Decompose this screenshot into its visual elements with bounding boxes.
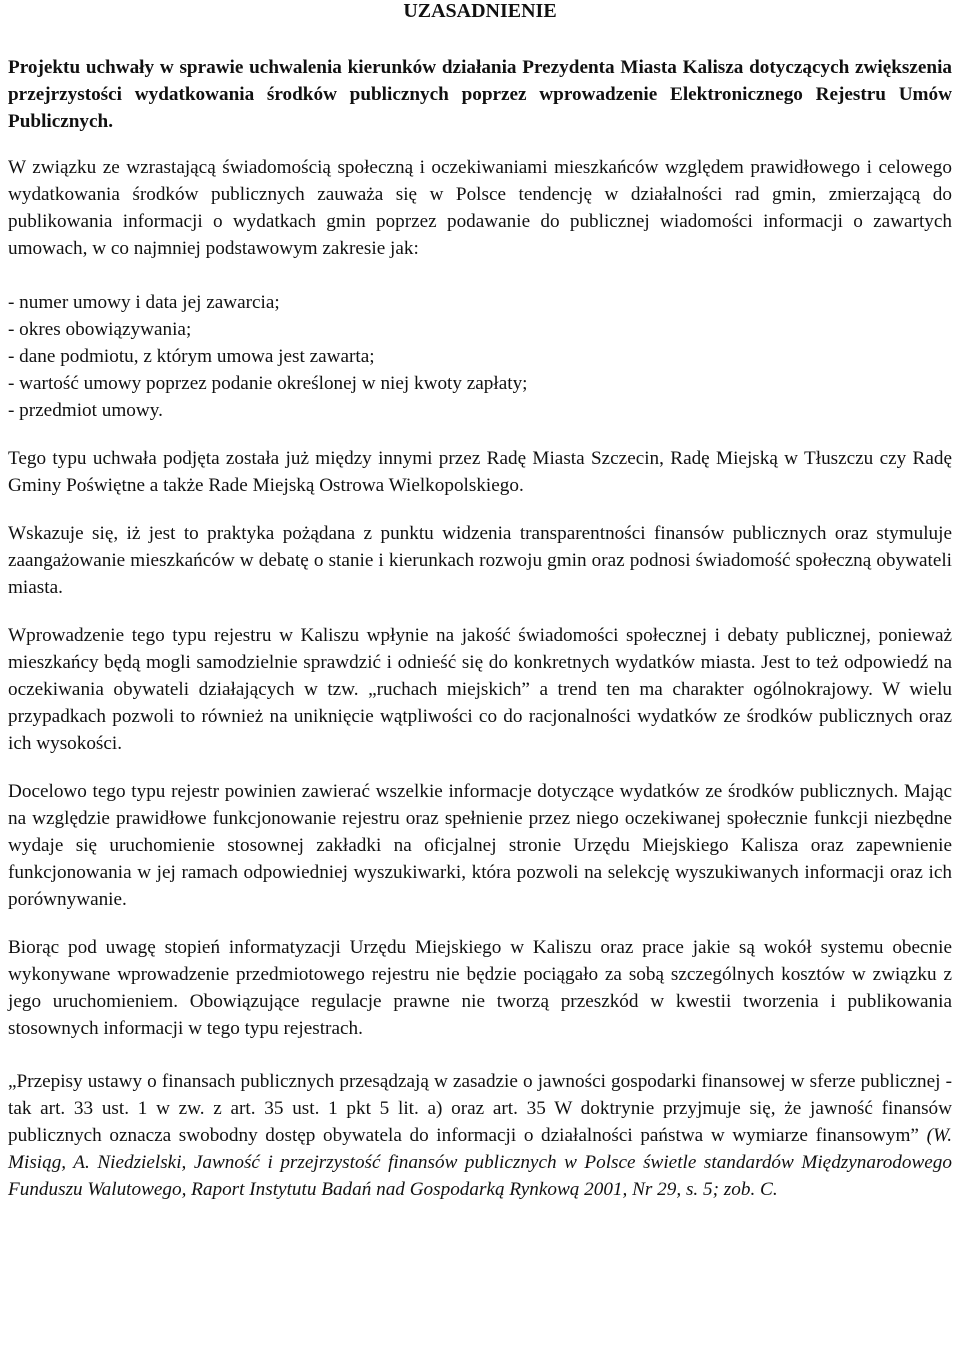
list-item: - numer umowy i data jej zawarcia; <box>8 292 280 313</box>
paragraph-precedents: Tego typu uchwała podjęta została już między innymi przez Radę Miasta Szczecin, Radę Miejską w Tłuszczu czy Radę Gminy Poświętne a także Rade Miejską Ostrowa Wielkopolskiego. <box>8 448 952 496</box>
paragraph-registry-scope: Docelowo tego typu rejestr powinien zawierać wszelkie informacje dotyczące wydatków ze środków publicznych. Mając na względzie prawidłowe funkcjonowanie rejestru oraz spełnienie przez niego oczekiwanej społecznie funkcji niezbędne wydaje się uruchomienie stosownej zakładki na oficjalnej stronie Urzędu Miejskiego Kalisza oraz zapewnienie funkcjonowania w jej ramach odpowiedniej wyszukiwarki, która pozwoli na selekcję wyszukiwanych informacji oraz ich porównywanie. <box>8 781 952 910</box>
list-item: - przedmiot umowy. <box>8 400 163 421</box>
list-item: - okres obowiązywania; <box>8 319 192 340</box>
quote-citation: (W. Misiąg, A. Niedzielski, Jawność i przejrzystość finansów publicznych w Polsce świetle standardów Międzynarodowego Funduszu Walutowego, Raport Instytutu Badań nad Gospodarką Rynkową 2001, Nr 29, s. 5; zob. C. <box>8 1125 952 1200</box>
paragraph-costs: Biorąc pod uwagę stopień informatyzacji Urzędu Miejskiego w Kaliszu oraz prace jakie są wokół systemu obecnie wykonywane wprowadzenie przedmiotowego rejestru nie będzie pociągało za sobą szczególnych kosztów w związku z jego uruchomieniem. Obowiązujące regulacje prawne nie tworzą przeszkód w kwestii tworzenia i publikowania stosownych informacji w tego typu rejestrach. <box>8 937 952 1039</box>
document-title: UZASADNIENIE <box>403 0 557 22</box>
list-item: - dane podmiotu, z którym umowa jest zawarta; <box>8 346 375 367</box>
document-subject: Projektu uchwały w sprawie uchwalenia kierunków działania Prezydenta Miasta Kalisza dotyczących zwiększenia przejrzystości wydatkowania środków publicznych poprzez wprowadzenie Elektronicznego Rejestru Umów Publicznych. <box>8 57 952 132</box>
document-page <box>8 0 952 1203</box>
intro-paragraph: W związku ze wzrastającą świadomością społeczną i oczekiwaniami mieszkańców względem prawidłowego i celowego wydatkowania środków publicznych zauważa się w Polsce tendencję w działalności rad gmin, zmierzającą do publikowania informacji o wydatkach gmin poprzez podawanie do publicznej wiadomości informacji o zawartych umowach, w co najmniej podstawowym zakresie jak: <box>8 157 952 259</box>
contract-fields-list <box>8 289 952 424</box>
paragraph-awareness: Wprowadzenie tego typu rejestru w Kaliszu wpłynie na jakość świadomości społecznej i debaty publicznej, ponieważ mieszkańcy będą mogli samodzielnie sprawdzić i odnieść się do konkretnych wydatków miasta. Jest to też odpowiedź na oczekiwania obywateli działających w tzw. „ruchach miejskich” a trend ten ma charakter ogólnokrajowy. W wielu przypadkach pozwoli to również na uniknięcie wątpliwości co do racjonalności wydatków ze środków publicznych oraz ich wysokości. <box>8 625 952 754</box>
list-item: - wartość umowy poprzez podanie określonej w niej kwoty zapłaty; <box>8 373 528 394</box>
quote-paragraph <box>8 1068 952 1203</box>
quote-text: „Przepisy ustawy o finansach publicznych przesądzają w zasadzie o jawności gospodarki finansowej w sferze publicznej - tak art. 33 ust. 1 w zw. z art. 35 ust. 1 pkt 5 lit. a) oraz art. 35 W doktrynie przyjmuje się, że jawność finansów publicznych oznacza swobodny dostęp obywatela do informacji o działalności państwa w wymiarze finansowym” <box>8 1071 952 1146</box>
paragraph-transparency: Wskazuje się, iż jest to praktyka pożądana z punktu widzenia transparentności finansów publicznych oraz stymuluje zaangażowanie mieszkańców w debatę o stanie i kierunkach rozwoju gmin oraz podnosi świadomość społeczną obywateli miasta. <box>8 523 952 598</box>
